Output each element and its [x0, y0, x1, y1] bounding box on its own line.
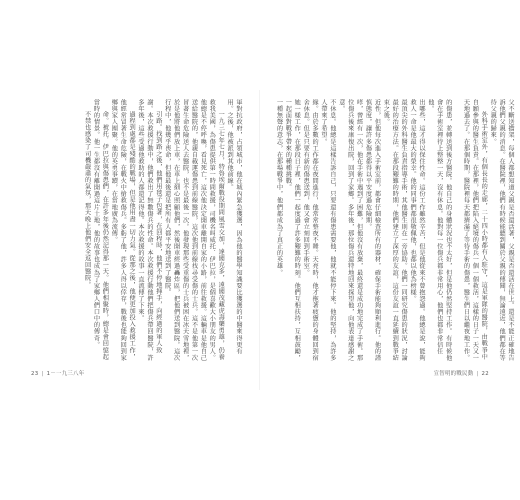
right-folio: [434, 369, 489, 377]
paragraph: 軍對抗政府，占領城市，他在城內緊急獲選，因為他的醫學知識要比獲選的中醫來得更有用。之後，他被派到其他前線。: [226, 99, 242, 355]
paragraph: 哮，曾經有一次，他在手術中遇到了困難，但他沒有放棄，最終還是成功地完成了手術。那位傷兵後來康復出院，回到了家鄉。多年後，那位傷兵還特地回來探望他，向他表達感謝之意。: [337, 99, 363, 361]
paragraph: 最頂尖的外科醫生負責指導手術，其他醫生則在一旁協助。他們一同研究傷患的狀況，討論最好的治療方法。在那段艱難的時期，他們建立了深厚的友誼，這份友誼一直延續到戰爭結束之後。: [382, 99, 408, 361]
left-folio: [31, 369, 84, 377]
left-page-number: 23: [31, 371, 39, 377]
paragraph: 父不斷送擔架，每個人都想知道父親是否還活著，父親是否還活在世上。還是不能正確地告訴他們父親的消息。在醫院裡，他們有時候能聽到關於父親的傳聞，無論遠近，他們都在等待父親的歸來。: [489, 99, 514, 361]
paragraph: 近性，但他每次進入手術室前，都會仔細檢查所有的器材，確保手術能夠順利進行。他的謹慎態度，讓許多傷患都得以平安度過危險期。: [364, 99, 381, 361]
paragraph: 一種無聲的意志，在那場戰爭中，他們都成為了真正的英雄。: [275, 99, 283, 276]
paragraph: 出哪些，這才得以保住性命。這份工作雖然辛苦，但是他從來不曾抱怨過。他總是說，能夠救人一命是他最大的榮幸。他的同事們都很敬佩他，也都以他為榜樣。: [409, 99, 425, 361]
paragraph: 一九三七年七月，特魯埃爾戰役期間風雪交加，達閣克多，遠閣茂藏虎壽藥勇雄，仍養救我美國，為傷患提供第一時間救援，司機名叫威托．伊巴拉，是個喜歡大小朋友的男人。他總是不停呼喚，看見死亡，這次他決定開車離開自家的小路，前往救援。這輛車是他自己送給醫院的，他親自載運傷患到前線醫院，這次他到前線找尋受傷的士兵。這不是他第一次冒著生命危險送人去醫院，也不是最後一次。他發現那些受重傷的士兵被困在冰天雪地裡，於是他將他們放上車，在車上細心照顧他們，然後開車經過轟炸區，把他們送到醫院。這次行程中，他幾乎喪命，但他最後還是把所有人都平安地送到了醫院。: [163, 99, 225, 361]
paragraph: 不休息。他總是這樣告訴自己，只要還有傷患需要他，他就不能停下來。他的堅持，為許多人帶來了希望。: [319, 99, 336, 361]
paragraph: 外科手術室外，有個長長的走廊，二十四小時都有人駐守，這是軍隊的醫院，由戰爭中自願參與的醫生負責。在那裡，他們把陷入絕境的傷兵一個一個救活，這樣的日子一天又一天地過去了。在那個時期，醫院裡每天都擠滿了等待手術的傷患，醫生們日以繼夜地工作。: [462, 99, 488, 361]
paragraph: 緣。由於多數的工作都在夜間進行，他常常整夜不睡。天亮時，他才拖著疲憊的身體回到宿舍休息。但是只要有新的傷患送到，他又會立刻回到手術室。: [302, 99, 319, 361]
folio-separator: |: [41, 371, 44, 377]
paragraph: 命。被托．伊巴拉與傷患們，在許多年後仍然記得那一天。他們相聚時，總是會回憶起當時的情景。他一生都沒有離開過這片土地，他的故事也成為了家鄉人們口中的傳奇。: [92, 99, 109, 361]
paragraph: 的傷患，並轉送到後方醫院。他自己的身體狀況也不太好，但是他仍然堅持工作。有時候他會在手術室裡待上整整一天，沒有休息。他對每一位傷兵都非常用心，他們也都非常信任他。: [426, 99, 452, 361]
paragraph: 引路。找到路之後，他們用毯子包著，在回程時，他們不停地揮手，向經過的軍人致謝。本次救援行動中，他們救出了無數傷兵的性命。本次救援行動他們把傷兵帶回醫院，許多年後，這些受過他救助的人都還記得他。本次救援的故事一直流傳了下來。: [137, 99, 162, 361]
paragraph: 她一樣工作，在那段日子裡，他們一起度過了許多艱難的時刻。他們互相扶持，互相鼓勵，一起面對戰爭帶來的種種挑戰。: [284, 99, 301, 361]
paragraph: 不禁也感染了司機嚴肅的氣氛，那天晚上他們安全返回醫院。: [83, 111, 91, 289]
folio-separator: |: [476, 371, 479, 377]
left-page-body: [28, 99, 242, 362]
right-page-number: 22: [481, 371, 489, 377]
left-running-head: 1－一九三八年: [46, 371, 85, 377]
right-page: [260, 0, 520, 500]
paragraph: 過程到處都是殘酷的戰場，但是他用盡一切力氣。從那之後，他便更加投入救援工作，他經常冒著生命危險，在戰火中搶救傷兵。多虧了他，許多人得以倖存，戰後也能夠回到家鄉與家人團聚。他的英勇事蹟，在當地廣為流傳。: [110, 99, 136, 361]
right-running-head: 宣智明的戰民動: [433, 371, 474, 377]
right-page-body: [275, 99, 514, 362]
